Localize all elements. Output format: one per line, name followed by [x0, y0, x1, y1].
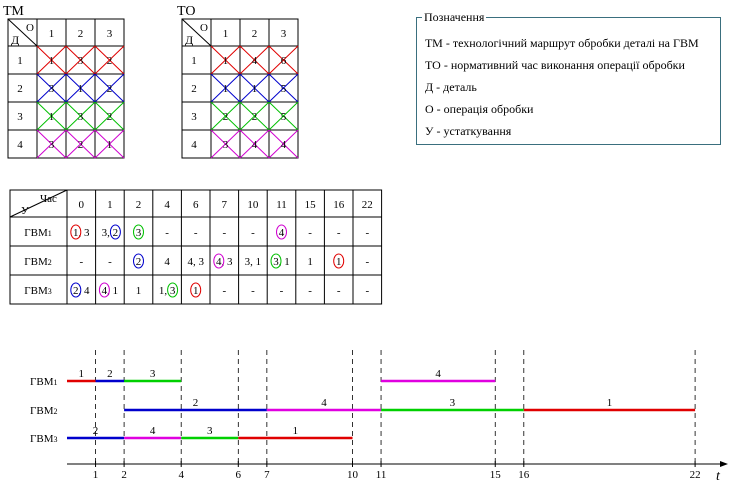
- machine-subscript: 1: [53, 378, 58, 387]
- schedule-table: [10, 190, 382, 304]
- to-cell-value: 4: [251, 139, 258, 151]
- time-axis-label: t: [716, 469, 720, 484]
- schedule-cell: [251, 227, 255, 239]
- cell-text: 1: [307, 256, 313, 268]
- tm-cell-value: 2: [106, 55, 113, 67]
- schedule-corner-diagonal: [10, 190, 67, 217]
- to-col-header: 3: [280, 28, 287, 40]
- schedule-cell: [136, 256, 142, 268]
- schedule-cell: [108, 256, 112, 268]
- scheduled-operation: 4: [278, 227, 285, 239]
- cell-text: -: [365, 227, 370, 239]
- cell-text: 4, 3: [187, 256, 204, 268]
- cell-text: 1,: [158, 285, 170, 297]
- schedule-machine-label: [24, 285, 51, 297]
- schedule-cell: [280, 285, 284, 297]
- tm-cell-value: 1: [48, 55, 55, 67]
- cell-text: , 1: [107, 285, 119, 297]
- schedule-machine-label: [24, 227, 51, 239]
- schedule-cell: [336, 256, 342, 268]
- scheduled-operation: 1: [192, 285, 199, 297]
- schedule-cell: [136, 227, 142, 239]
- cell-text: , 1: [278, 256, 290, 268]
- to-row-header: 4: [191, 139, 197, 151]
- cell-text: -: [251, 285, 255, 297]
- legend-item-o: О - операція обробки: [425, 102, 534, 116]
- time-tick-label: 4: [178, 469, 184, 481]
- scheduled-operation: 2: [73, 285, 79, 297]
- schedule-time-header: 2: [135, 199, 142, 211]
- gantt-machine-label: [30, 376, 57, 388]
- to-row-header: 2: [191, 83, 197, 95]
- schedule-cell: [193, 285, 199, 297]
- machine-name: ГВМ: [30, 433, 54, 445]
- schedule-time-header: 7: [221, 199, 228, 211]
- to-corner-o: О: [200, 22, 208, 34]
- time-tick-label: 11: [375, 469, 387, 481]
- schedule-time-header: 1: [107, 199, 113, 211]
- gantt-machine-label: [30, 433, 57, 445]
- to-corner-d: Д: [185, 33, 194, 47]
- schedule-time-header: 4: [164, 199, 170, 211]
- time-tick-label: 7: [264, 469, 270, 481]
- to-row-header: 1: [191, 55, 197, 67]
- schedule-corner-time: Час: [40, 193, 57, 205]
- scheduled-operation: 2: [135, 256, 142, 268]
- gantt-bar-label: 4: [435, 368, 441, 380]
- schedule-time-header: 22: [361, 199, 373, 211]
- scheduled-operation: 3: [273, 256, 279, 268]
- schedule-cell: [73, 227, 90, 239]
- time-tick-label: 6: [235, 469, 242, 481]
- time-tick-label: 1: [92, 469, 99, 481]
- schedule-time-header: 16: [333, 199, 345, 211]
- to-matrix: [177, 4, 298, 158]
- schedule-cell: [222, 285, 226, 297]
- to-cell-value: 6: [280, 55, 287, 67]
- schedule-cell: [165, 227, 169, 239]
- legend-item-d: Д - деталь: [425, 80, 477, 94]
- time-tick-label: 2: [121, 469, 127, 481]
- schedule-cell: [187, 256, 204, 268]
- schedule-cell: [222, 227, 226, 239]
- gantt-bar-label: 4: [149, 425, 156, 437]
- machine-name: ГВМ: [24, 256, 48, 268]
- cell-text: , 3: [78, 227, 90, 239]
- to-cell-value: 3: [222, 139, 229, 151]
- schedule-machine-label: [24, 256, 51, 268]
- schedule-cell: [216, 256, 233, 268]
- gantt-bar-label: 3: [149, 368, 156, 380]
- cell-text: -: [308, 227, 312, 239]
- machine-name: ГВМ: [24, 285, 48, 297]
- time-tick-label: 22: [689, 469, 701, 481]
- tm-corner-o: О: [26, 22, 34, 34]
- schedule-time-header: 6: [192, 199, 199, 211]
- legend-item-tm: ТМ - технологічний маршрут обробки деталі на ГВМ: [425, 36, 699, 50]
- cell-text: -: [79, 256, 84, 268]
- tm-col-header: 3: [106, 28, 113, 40]
- scheduled-operation: 4: [101, 285, 108, 297]
- schedule-cell: [308, 285, 312, 297]
- schedule-cell: [365, 285, 369, 297]
- to-title: ТО: [177, 4, 196, 19]
- cell-text: -: [365, 256, 370, 268]
- tm-corner-d: Д: [11, 33, 20, 47]
- tm-cell-value: 3: [77, 55, 84, 67]
- tm-cell-value: 3: [77, 111, 84, 123]
- gantt-bar-label: 2: [107, 368, 113, 380]
- to-col-header: 1: [222, 28, 229, 40]
- schedule-cell: [102, 285, 119, 297]
- schedule-time-header: 11: [276, 199, 287, 211]
- schedule-cell: [136, 285, 142, 297]
- cell-text: -: [193, 227, 198, 239]
- cell-text: -: [222, 227, 227, 239]
- tm-cell-value: 1: [48, 111, 55, 123]
- to-row-header: 3: [191, 111, 197, 123]
- schedule-cell: [245, 256, 262, 268]
- tm-cell-value: 2: [77, 139, 84, 151]
- scheduled-operation: 1: [73, 227, 79, 239]
- schedule-time-header: 10: [247, 199, 259, 211]
- machine-subscript: 1: [47, 229, 52, 238]
- tm-row-header: 1: [17, 55, 23, 67]
- cell-text: 3,: [101, 227, 113, 239]
- tm-matrix: [3, 4, 124, 158]
- gantt-bar-label: 1: [78, 368, 85, 380]
- machine-name: ГВМ: [24, 227, 48, 239]
- to-cell-value: 5: [280, 83, 287, 95]
- to-cell-value: 1: [251, 83, 258, 95]
- time-tick-label: 10: [347, 469, 358, 481]
- cell-text: -: [222, 285, 227, 297]
- cell-text: , 3: [221, 256, 233, 268]
- tm-cell-value: 1: [77, 83, 84, 95]
- tm-col-header: 1: [48, 28, 55, 40]
- to-cell-value: 5: [280, 111, 287, 123]
- cell-text: -: [336, 285, 341, 297]
- tm-cell-value: 3: [48, 83, 55, 95]
- machine-name: ГВМ: [30, 376, 54, 388]
- schedule-cell: [251, 285, 255, 297]
- legend-box: [416, 10, 721, 145]
- schedule-cell: [308, 227, 312, 239]
- tm-cell-value: 1: [106, 139, 113, 151]
- to-cell-value: 2: [222, 111, 229, 123]
- tm-title: ТМ: [3, 4, 24, 19]
- cell-text: -: [108, 256, 112, 268]
- gantt-machine-label: [30, 405, 57, 417]
- tm-cell-value: 2: [106, 83, 113, 95]
- to-cell-value: 1: [222, 55, 229, 67]
- schedule-time-header: 15: [304, 199, 316, 211]
- gantt-bar-label: 2: [192, 397, 199, 409]
- schedule-cell: [337, 285, 341, 297]
- machine-subscript: 3: [47, 287, 52, 296]
- tm-row-header: 3: [17, 111, 23, 123]
- time-tick-label: 16: [518, 469, 530, 481]
- time-tick-label: 15: [489, 469, 501, 481]
- scheduled-operation: 3: [169, 285, 176, 297]
- schedule-cell: [365, 227, 369, 239]
- scheduled-operation: 4: [216, 256, 222, 268]
- cell-text: -: [251, 227, 255, 239]
- cell-text: 1: [135, 285, 142, 297]
- legend-item-to: ТО - нормативний час виконання операції обробки: [425, 58, 685, 72]
- schedule-cell: [279, 227, 285, 239]
- cell-text: -: [336, 227, 341, 239]
- schedule-cell: [307, 256, 313, 268]
- scheduled-operation: 1: [335, 256, 342, 268]
- schedule-corner-u: У: [21, 205, 29, 217]
- schedule-cell: [73, 285, 90, 297]
- to-cell-value: 4: [251, 55, 258, 67]
- gantt-bar-label: 3: [207, 425, 213, 437]
- cell-text: -: [308, 285, 312, 297]
- schedule-cell: [164, 256, 170, 268]
- gantt-bar-label: 3: [449, 397, 456, 409]
- gantt-bar-label: 4: [321, 397, 327, 409]
- tm-cell-value: 2: [106, 111, 113, 123]
- gantt-bar-label: 1: [606, 397, 613, 409]
- cell-text: -: [365, 285, 370, 297]
- tm-col-header: 2: [77, 28, 84, 40]
- legend-title: Позначення: [424, 10, 485, 24]
- schedule-cell: [337, 227, 341, 239]
- schedule-cell: [194, 227, 198, 239]
- schedule-cell: [79, 256, 83, 268]
- to-col-header: 2: [251, 28, 258, 40]
- gantt-chart: [30, 350, 728, 484]
- cell-text: 4: [164, 256, 170, 268]
- cell-text: -: [279, 285, 284, 297]
- schedule-cell: [365, 256, 369, 268]
- tm-row-header: 4: [17, 139, 23, 151]
- cell-text: , 4: [78, 285, 90, 297]
- gantt-bar-label: 2: [92, 425, 99, 437]
- tm-row-header: 2: [17, 83, 23, 95]
- scheduled-operation: 2: [112, 227, 119, 239]
- schedule-time-header: 0: [78, 199, 85, 211]
- tm-cell-value: 3: [48, 139, 55, 151]
- machine-name: ГВМ: [30, 405, 54, 417]
- cell-text: -: [165, 227, 169, 239]
- machine-subscript: 2: [47, 258, 52, 267]
- to-cell-value: 1: [222, 83, 229, 95]
- legend-item-u: У - устаткування: [425, 124, 512, 138]
- time-axis-arrow: [720, 461, 728, 467]
- schedule-cell: [273, 256, 290, 268]
- machine-subscript: 3: [53, 435, 58, 444]
- cell-text: 3, 1: [244, 256, 262, 268]
- to-cell-value: 4: [280, 139, 287, 151]
- machine-subscript: 2: [53, 407, 58, 416]
- schedule-cell: [102, 227, 119, 239]
- scheduled-operation: 3: [135, 227, 142, 239]
- gantt-bar-label: 1: [292, 425, 299, 437]
- to-cell-value: 2: [251, 111, 258, 123]
